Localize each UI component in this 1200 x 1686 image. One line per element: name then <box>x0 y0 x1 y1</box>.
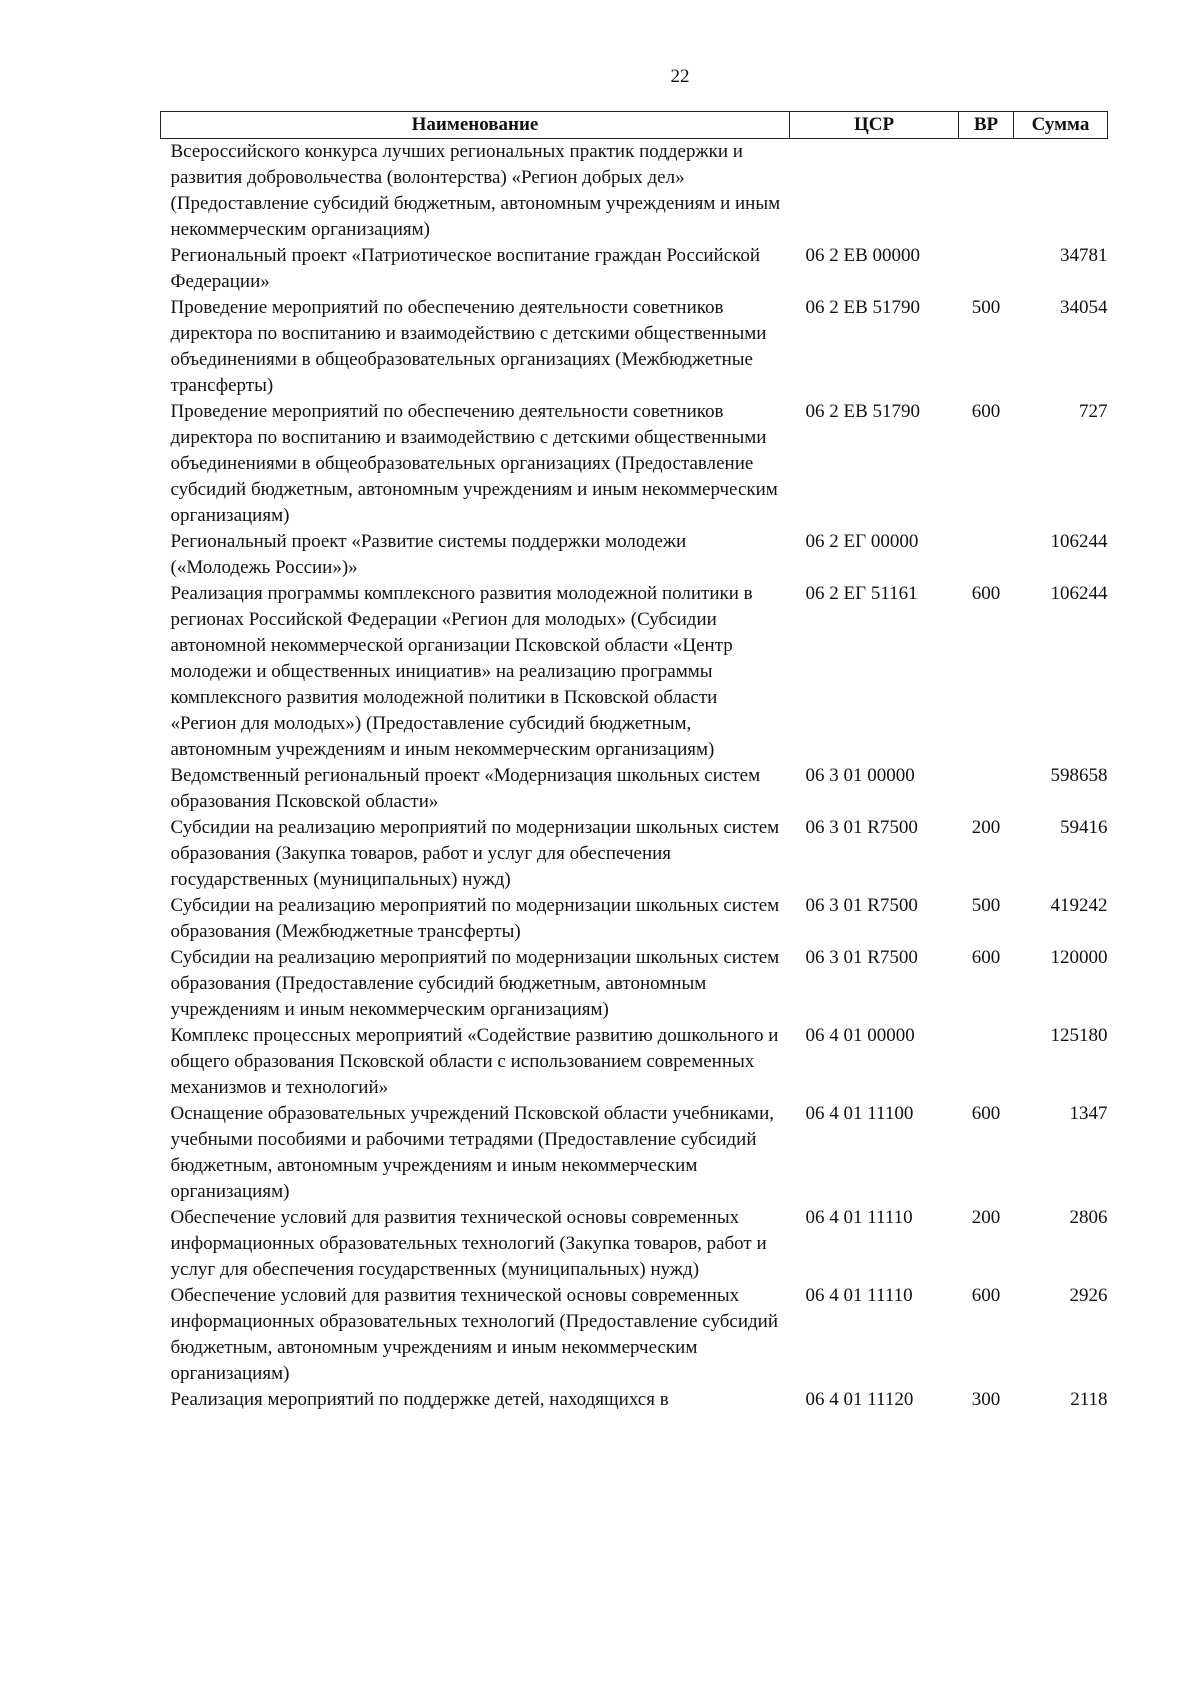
table-row <box>161 1283 1108 1387</box>
row-vr: 600 <box>971 1285 1001 1306</box>
row-name: Субсидии на реализацию мероприятий по модернизации школьных систем образования (Предоставление субсидий бюджетным, автономным учреждениям и иным некоммерческим организациям) <box>170 947 780 1020</box>
row-vr: 200 <box>971 1207 1001 1228</box>
row-vr: 600 <box>971 947 1001 968</box>
row-csr: 06 4 01 11100 <box>805 1103 914 1124</box>
table-row <box>161 1205 1108 1283</box>
row-vr <box>959 1023 1014 1101</box>
row-csr: 06 2 EГ 51161 <box>805 583 918 604</box>
table-row <box>161 581 1108 763</box>
header-row <box>161 112 1108 139</box>
table-row <box>161 763 1108 815</box>
row-csr <box>790 139 959 244</box>
table-row <box>161 893 1108 945</box>
row-sum: 106244 <box>1050 531 1108 552</box>
header-csr: ЦСР <box>790 112 959 139</box>
budget-table <box>160 111 1108 1413</box>
row-name: Субсидии на реализацию мероприятий по модернизации школьных систем образования (Межбюджетные трансферты) <box>170 895 780 942</box>
table-row <box>161 945 1108 1023</box>
row-csr: 06 2 EB 00000 <box>805 245 921 266</box>
row-sum: 2118 <box>1070 1389 1108 1410</box>
table-row <box>161 243 1108 295</box>
row-sum: 34054 <box>1060 297 1108 318</box>
table-header <box>161 112 1108 139</box>
row-vr <box>959 529 1014 581</box>
row-csr: 06 3 01 R7500 <box>805 817 918 838</box>
row-name: Региональный проект «Патриотическое воспитание граждан Российской Федерации» <box>170 245 761 292</box>
row-csr: 06 4 01 11120 <box>805 1389 914 1410</box>
row-sum: 125180 <box>1050 1025 1108 1046</box>
row-vr: 600 <box>971 1103 1001 1124</box>
header-name: Наименование <box>161 112 790 139</box>
row-csr: 06 2 EB 51790 <box>805 401 921 422</box>
row-name: Реализация мероприятий по поддержке детей, находящихся в <box>170 1389 669 1410</box>
row-sum: 34781 <box>1060 245 1108 266</box>
table-row <box>161 529 1108 581</box>
row-sum: 2806 <box>1069 1207 1108 1228</box>
table-row <box>161 1101 1108 1205</box>
row-vr <box>959 139 1014 244</box>
row-csr: 06 2 EB 51790 <box>805 297 921 318</box>
row-vr: 600 <box>971 401 1001 422</box>
row-vr: 200 <box>971 817 1001 838</box>
row-csr: 06 3 01 R7500 <box>805 895 918 916</box>
row-name: Обеспечение условий для развития технической основы современных информационных образовательных технологий (Предоставление субсидий бюджетным, автономным учреждениям и иным некоммерческим организациям) <box>170 1285 778 1384</box>
row-name: Ведомственный региональный проект «Модернизация школьных систем образования Псковской области» <box>170 765 761 812</box>
row-sum: 1347 <box>1069 1103 1108 1124</box>
row-name: Реализация программы комплексного развития молодежной политики в регионах Российской Федерации «Регион для молодых» (Субсидии автономной некоммерческой организации Псковской области «Центр молодежи и общественных инициатив» на реализацию программы комплексного развития молодежной политики в Псковской области «Регион для молодых») (Предоставление субсидий бюджетным, автономным учреждениям и иным некоммерческим организациям) <box>170 583 753 760</box>
row-sum: 598658 <box>1050 765 1108 786</box>
table-row <box>161 399 1108 529</box>
row-name: Всероссийского конкурса лучших региональных практик поддержки и развития добровольчества (волонтерства) «Регион добрых дел» (Предоставление субсидий бюджетным, автономным учреждениям и иным некоммерческим организациям) <box>170 141 781 240</box>
row-vr <box>959 763 1014 815</box>
row-vr <box>959 243 1014 295</box>
row-sum: 419242 <box>1050 895 1108 916</box>
row-vr: 300 <box>971 1389 1001 1410</box>
row-name: Оснащение образовательных учреждений Псковской области учебниками, учебными пособиями и рабочими тетрадями (Предоставление субсидий бюджетным, автономным учреждениям и иным некоммерческим организациям) <box>170 1103 775 1202</box>
row-name: Комплекс процессных мероприятий «Содействие развитию дошкольного и общего образования Псковской области с использованием современных механизмов и технологий» <box>170 1025 779 1098</box>
row-csr: 06 3 01 R7500 <box>805 947 918 968</box>
row-vr: 600 <box>971 583 1001 604</box>
row-sum: 59416 <box>1060 817 1108 838</box>
table-body <box>161 139 1108 1414</box>
header-vr: ВР <box>959 112 1014 139</box>
row-name: Региональный проект «Развитие системы поддержки молодежи («Молодежь России»)» <box>170 531 687 578</box>
table-row <box>161 139 1108 244</box>
table-row <box>161 1023 1108 1101</box>
header-sum: Сумма <box>1014 112 1108 139</box>
row-sum: 727 <box>1079 401 1108 422</box>
row-name: Проведение мероприятий по обеспечению деятельности советников директора по воспитанию и взаимодействию с детскими общественными объединениями в общеобразовательных организациях (Межбюджетные трансферты) <box>170 297 767 396</box>
row-sum: 2926 <box>1069 1285 1108 1306</box>
row-csr: 06 4 01 11110 <box>805 1207 913 1228</box>
row-csr: 06 4 01 11110 <box>805 1285 913 1306</box>
table-row <box>161 1387 1108 1413</box>
row-csr: 06 3 01 00000 <box>805 765 915 786</box>
page-number: 22 <box>670 66 690 87</box>
row-sum <box>1014 139 1108 244</box>
row-sum: 120000 <box>1050 947 1108 968</box>
row-csr: 06 2 EГ 00000 <box>805 531 919 552</box>
row-name: Субсидии на реализацию мероприятий по модернизации школьных систем образования (Закупка товаров, работ и услуг для обеспечения государственных (муниципальных) нужд) <box>170 817 780 890</box>
table-row <box>161 815 1108 893</box>
row-name: Проведение мероприятий по обеспечению деятельности советников директора по воспитанию и взаимодействию с детскими общественными объединениями в общеобразовательных организациях (Предоставление субсидий бюджетным, автономным учреждениям и иным некоммерческим организациям) <box>170 401 778 526</box>
row-sum: 106244 <box>1050 583 1108 604</box>
row-csr: 06 4 01 00000 <box>805 1025 915 1046</box>
table-row <box>161 295 1108 399</box>
row-vr: 500 <box>971 895 1001 916</box>
row-name: Обеспечение условий для развития технической основы современных информационных образовательных технологий (Закупка товаров, работ и услуг для обеспечения государственных (муниципальных) нужд) <box>170 1207 767 1280</box>
row-vr: 500 <box>971 297 1001 318</box>
